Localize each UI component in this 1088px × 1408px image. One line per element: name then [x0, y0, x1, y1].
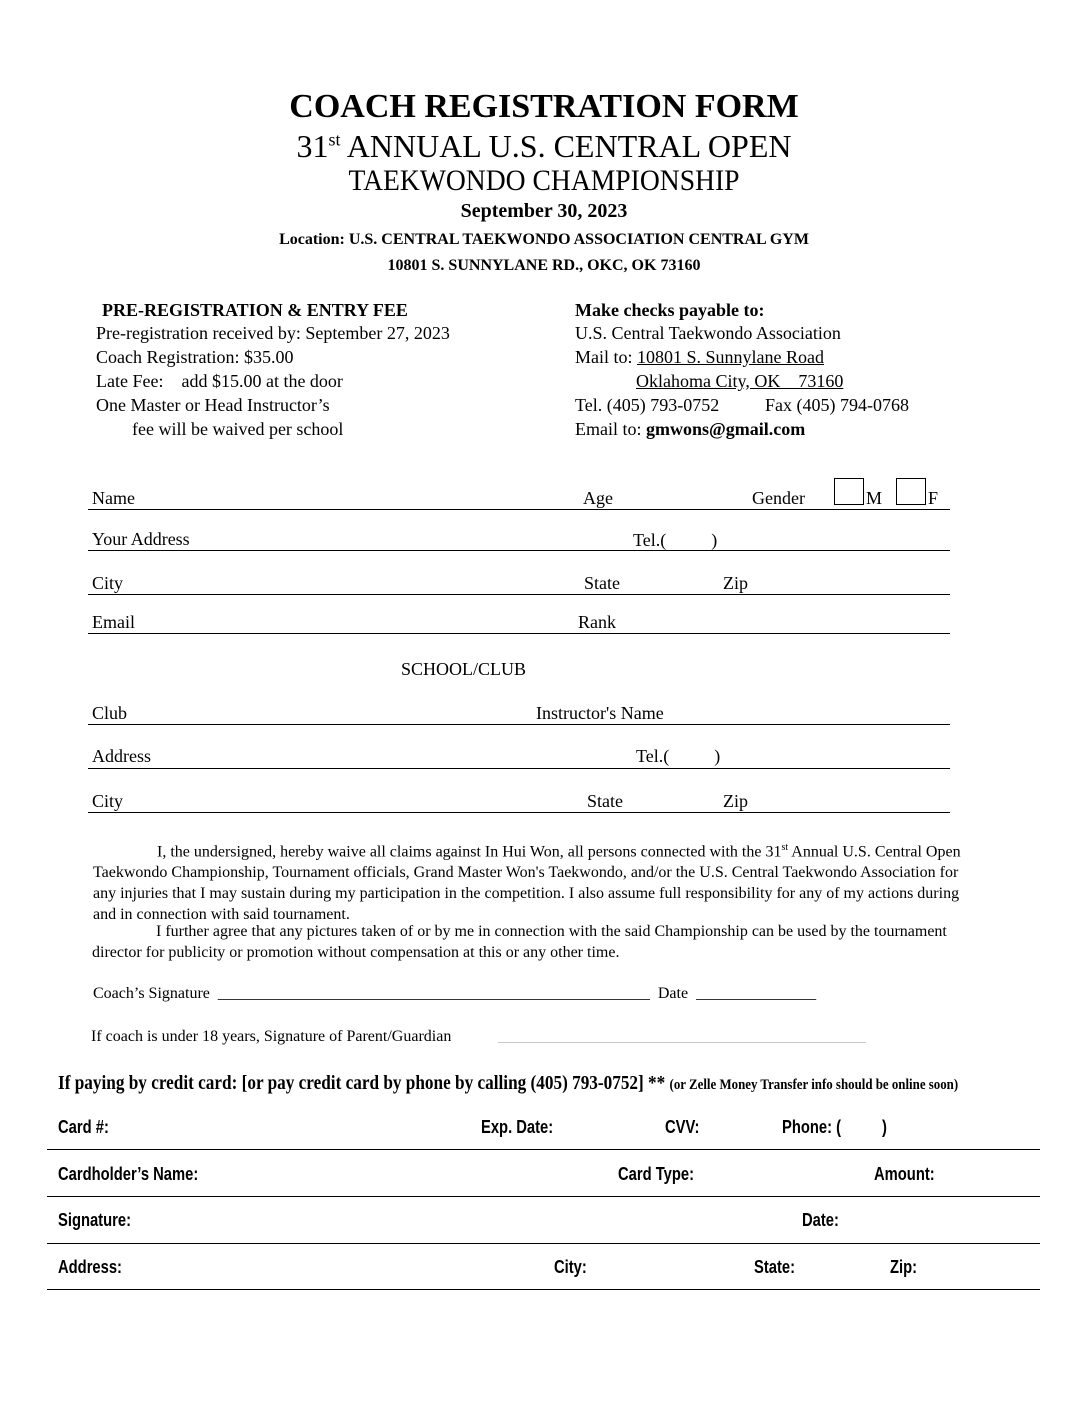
school-club-heading: SCHOOL/CLUB [401, 659, 527, 679]
club-city-label: City [92, 791, 124, 811]
gender-f-label: F [928, 488, 939, 508]
email-to [575, 419, 805, 440]
city-row-line[interactable] [88, 594, 950, 595]
instructor-name-label: Instructor's Name [536, 703, 664, 723]
mail-to-label: Mail to: [575, 347, 637, 367]
mail-city: Oklahoma City, OK 73160 [636, 371, 844, 391]
credit-card-heading [58, 1072, 958, 1095]
waiver-text-b: Annual U.S. Central Open Taekwondo Championship, Tournament officials, Grand Master Won's Taekwondo, and/or the U.S. Central Taekwondo Association for any injuries that I may sustain during my participation in the competition. I also assume full responsibility for any of my actions during and in connection with said tournament. [93, 843, 961, 924]
club-label: Club [92, 703, 128, 723]
card-zip-label: Zip: [890, 1257, 918, 1277]
event-address: 10801 S. SUNNYLANE RD., OKC, OK 73160 [387, 257, 701, 274]
card-date-label: Date: [802, 1210, 839, 1230]
name-row-line[interactable] [88, 509, 950, 510]
event-subtitle: TAEKWONDO CHAMPIONSHIP [348, 164, 740, 197]
fees-heading: PRE-REGISTRATION & ENTRY FEE [102, 300, 408, 320]
parent-signature-label: If coach is under 18 years, Signature of Parent/Guardian [91, 1028, 452, 1045]
gender-m-checkbox[interactable] [834, 478, 864, 505]
waiver-paragraph [93, 837, 983, 925]
event-ordinal-suffix: st [328, 129, 341, 150]
your-address-label: Your Address [92, 529, 190, 549]
fee-waiver-line1: One Master or Head Instructor’s [96, 395, 330, 415]
event-ordinal: 31 [296, 128, 329, 164]
coach-signature-line[interactable]: Coach’s Signature ______________________________________________________ Date _______________ [93, 985, 817, 1002]
gender-f-checkbox[interactable] [896, 478, 926, 505]
cardholder-name-label: Cardholder’s Name: [58, 1164, 199, 1184]
email-address: gmwons@gmail.com [646, 419, 806, 439]
email-row-line[interactable] [88, 633, 950, 634]
payee: U.S. Central Taekwondo Association [575, 323, 841, 343]
card-state-label: State: [754, 1257, 796, 1277]
credit-card-heading-text: If paying by credit card: [or pay credit card by phone by calling (405) 793-0752] ** [58, 1072, 666, 1094]
club-tel-label: Tel.( ) [636, 746, 721, 766]
event-location: Location: U.S. CENTRAL TAEKWONDO ASSOCIATION CENTRAL GYM [279, 231, 809, 248]
mail-street: 10801 S. Sunnylane Road [637, 347, 824, 367]
zelle-note: (or Zelle Money Transfer info should be online soon) [669, 1077, 959, 1093]
parent-signature-line[interactable]: ______________________________________________ [498, 1028, 866, 1045]
card-row-line[interactable] [47, 1149, 1040, 1150]
address-row-line[interactable] [88, 550, 950, 551]
exp-date-label: Exp. Date: [481, 1117, 554, 1137]
waiver-ordinal-suffix: st [781, 842, 789, 853]
event-name-line [0, 128, 1088, 165]
gender-m-label: M [866, 488, 883, 508]
signature-row-line[interactable] [47, 1243, 1040, 1244]
zip-label: Zip [723, 573, 748, 593]
event-name: ANNUAL U.S. CENTRAL OPEN [340, 128, 792, 164]
club-address-label: Address [92, 746, 151, 766]
payment-fax: Fax (405) 794-0768 [765, 395, 909, 415]
rank-label: Rank [578, 612, 616, 632]
club-row-line[interactable] [88, 724, 950, 725]
preregistration-deadline: Pre-registration received by: September 27, 2023 [96, 323, 450, 343]
address-row-bottom-line[interactable] [47, 1289, 1040, 1290]
gender-label: Gender [752, 488, 805, 508]
state-label: State [584, 573, 620, 593]
card-signature-label: Signature: [58, 1210, 131, 1230]
coach-registration-fee: Coach Registration: $35.00 [96, 347, 294, 367]
club-state-label: State [587, 791, 623, 811]
email-label: Email [92, 612, 135, 632]
email-to-label: Email to: [575, 419, 646, 439]
tel-label: Tel.( ) [633, 530, 718, 550]
city-label: City [92, 573, 124, 593]
waiver-text-a: I, the undersigned, hereby waive all claims against In Hui Won, all persons connected with the 31 [157, 843, 782, 861]
club-address-row-line[interactable] [88, 768, 950, 769]
card-phone-label: Phone: ( ) [782, 1117, 887, 1137]
payment-tel: Tel. (405) 793-0752 [575, 395, 720, 415]
fee-waiver-line2: fee will be waived per school [132, 419, 344, 439]
club-city-row-line[interactable] [88, 812, 950, 813]
card-type-label: Card Type: [618, 1164, 695, 1184]
event-date: September 30, 2023 [460, 200, 628, 222]
amount-label: Amount: [874, 1164, 935, 1184]
photo-release-paragraph: I further agree that any pictures taken of or by me in connection with the said Championship can be used by the tournament director for publicity or promotion without compensation at this or any other time. [92, 923, 947, 961]
card-address-label: Address: [58, 1257, 122, 1277]
name-label: Name [92, 488, 135, 508]
club-zip-label: Zip [723, 791, 748, 811]
card-number-label: Card #: [58, 1117, 109, 1137]
cvv-label: CVV: [665, 1117, 700, 1137]
age-label: Age [583, 488, 613, 508]
form-title: COACH REGISTRATION FORM [289, 88, 799, 125]
cardholder-row-line[interactable] [47, 1196, 1040, 1197]
late-fee: Late Fee: add $15.00 at the door [96, 371, 343, 391]
mail-to [575, 347, 824, 368]
card-city-label: City: [554, 1257, 587, 1277]
checks-heading: Make checks payable to: [575, 300, 765, 320]
